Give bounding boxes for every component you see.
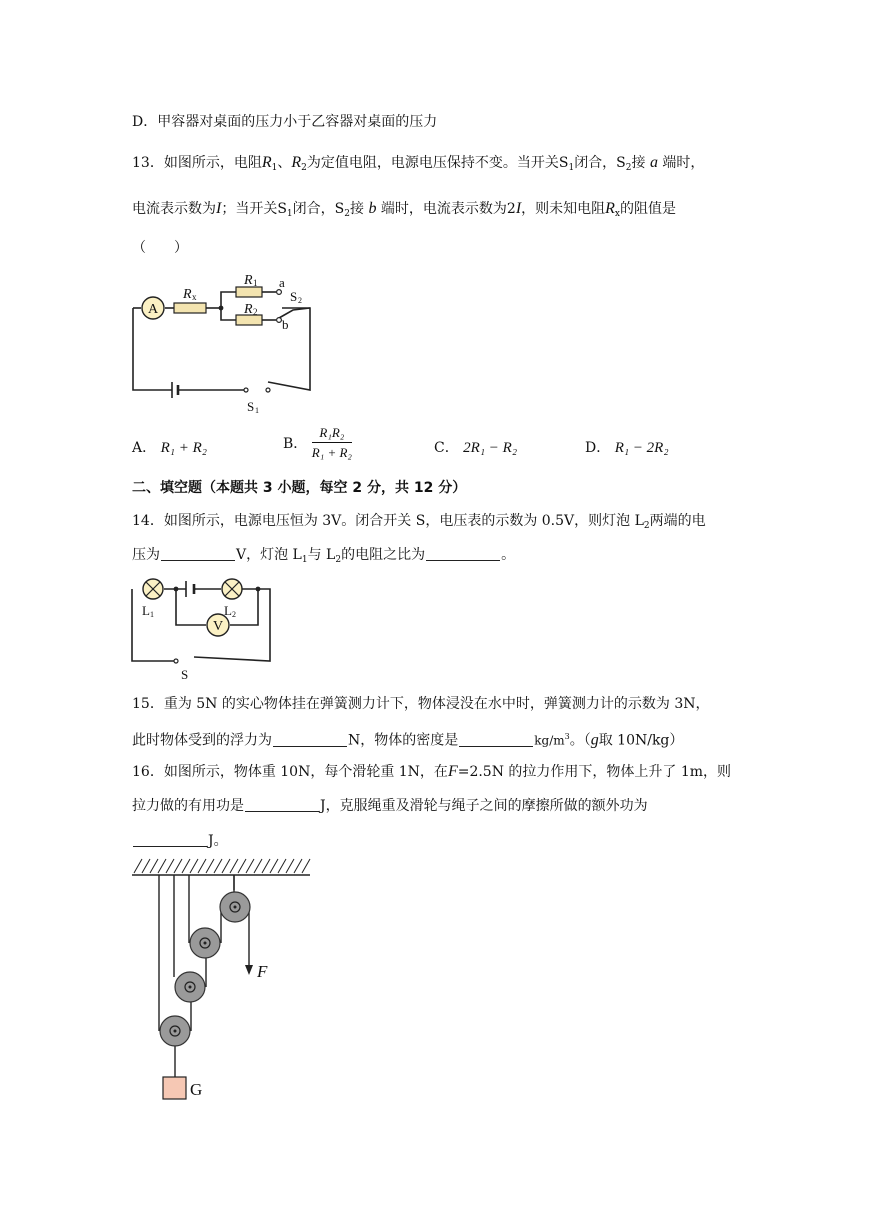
pulley-second bbox=[190, 928, 220, 958]
q13-circuit-diagram bbox=[128, 272, 318, 414]
resistor-r1 bbox=[236, 287, 262, 297]
svg-text:L: L bbox=[142, 603, 150, 618]
svg-text:2: 2 bbox=[232, 610, 236, 619]
svg-text:F: F bbox=[257, 962, 268, 981]
svg-text:S: S bbox=[290, 289, 298, 304]
answer-blank-1[interactable] bbox=[161, 546, 235, 561]
q14-circuit-diagram bbox=[128, 573, 278, 683]
svg-text:L: L bbox=[224, 603, 232, 618]
pulley-third bbox=[175, 972, 205, 1002]
q13-line2: 电流表示数为I；当开关$S_1$闭合，$S_2$接 b 端时，电流表示数为2I，则未知电阻$R_x$的阻值是 bbox=[132, 200, 676, 219]
q15-line2: 此时物体受到的浮力为 N，物体的密度是 $kg/m^3$。（g取 10N/kg） bbox=[132, 731, 684, 749]
lamp-l2-icon bbox=[222, 579, 242, 599]
pulley-top bbox=[220, 892, 250, 922]
svg-text:V: V bbox=[212, 619, 224, 634]
q16-line1: 16．如图所示，物体重 10N，每个滑轮重 1N，在F=2.5N 的拉力作用下，物体上升了 1m，则 bbox=[132, 763, 732, 780]
svg-text:A: A bbox=[147, 302, 159, 317]
q16-line3: J。 bbox=[132, 831, 228, 851]
answer-blank-3[interactable] bbox=[273, 732, 347, 747]
svg-text:1: 1 bbox=[150, 610, 154, 619]
q15-line1: 15．重为 5N 的实心物体挂在弹簧测力计下，物体浸没在水中时，弹簧测力计的示数为 3N， bbox=[132, 696, 710, 712]
q13-paren: （ ） bbox=[132, 240, 188, 256]
option-b[interactable]: B． $\frac{\text{R₁R₂}}{\text{R₁ + R₂}}$ bbox=[283, 425, 352, 460]
svg-text:1: 1 bbox=[255, 406, 259, 415]
lamp-l1-icon bbox=[143, 579, 163, 599]
q14-line1: 14．如图所示，电源电压恒为 3V。闭合开关 S，电压表的示数为 0.5V，则灯泡 $L_2$两端的电 bbox=[132, 513, 706, 531]
svg-text:b: b bbox=[282, 317, 289, 332]
fraction-r1r2: $\frac{\text{R₁R₂}}{\text{R₁ + R₂}}$ bbox=[311, 425, 352, 460]
option-a[interactable]: A． R₁ + R₂ bbox=[132, 440, 207, 456]
pulley-system-diagram bbox=[130, 855, 315, 1105]
svg-text:x: x bbox=[192, 292, 197, 302]
answer-blank-4[interactable] bbox=[459, 732, 533, 747]
svg-text:2: 2 bbox=[298, 296, 302, 305]
answer-blank-5[interactable] bbox=[245, 797, 319, 812]
svg-text:S: S bbox=[181, 667, 189, 682]
q14-line2: 压为 V，灯泡 $L_1$与 $L_2$的电阻之比为 。 bbox=[132, 547, 516, 565]
svg-text:R: R bbox=[244, 302, 253, 317]
option-d-prev: D．甲容器对桌面的压力小于乙容器对桌面的压力 bbox=[132, 114, 438, 130]
q13-line1: 13．如图所示，电阻$R_1$、$R_2$为定值电阻，电源电压保持不变。当开关$S_1$闭合，$S_2$接 a 端时， bbox=[132, 154, 705, 173]
svg-text:2: 2 bbox=[253, 307, 258, 317]
pulley-bottom bbox=[160, 1016, 190, 1046]
svg-text:R: R bbox=[244, 273, 253, 288]
section-2-title: 二、填空题（本题共 3 小题，每空 2 分，共 12 分） bbox=[132, 480, 467, 496]
svg-text:a: a bbox=[279, 275, 285, 290]
svg-text:S: S bbox=[247, 399, 255, 414]
answer-blank-2[interactable] bbox=[426, 546, 500, 561]
answer-blank-6[interactable] bbox=[133, 832, 207, 847]
svg-text:G: G bbox=[190, 1080, 203, 1099]
q16-line2: 拉力做的有用功是 J，克服绳重及滑轮与绳子之间的摩擦所做的额外功为 bbox=[132, 798, 648, 814]
weight-block bbox=[163, 1077, 186, 1099]
svg-text:1: 1 bbox=[253, 278, 258, 288]
option-d[interactable]: D． R₁ − 2R₂ bbox=[585, 440, 669, 456]
resistor-rx bbox=[174, 303, 206, 313]
option-c[interactable]: C． 2R₁ − R₂ bbox=[434, 440, 518, 456]
svg-text:R: R bbox=[183, 287, 192, 302]
